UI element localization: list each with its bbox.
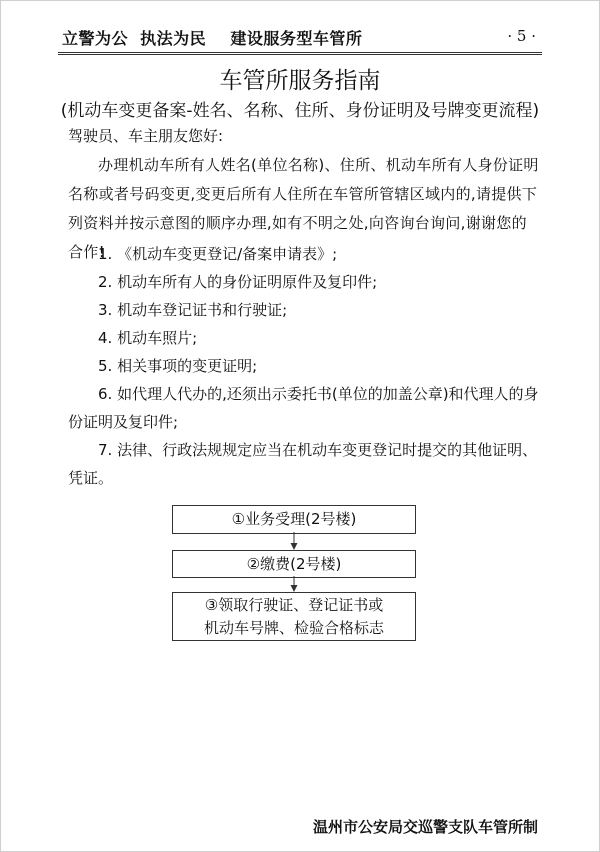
list-item: 1. 《机动车变更登记/备案申请表》; <box>98 245 338 263</box>
flow-step-1: ①业务受理(2号楼) <box>172 505 416 534</box>
page-subtitle: (机动车变更备案-姓名、名称、住所、身份证明及号牌变更流程) <box>60 101 540 121</box>
flow-step-3 <box>172 592 416 641</box>
list-item: 6. 如代理人代办的,还须出示委托书(单位的加盖公章)和代理人的身份证明及复印件; <box>68 385 539 431</box>
list-item: 2. 机动车所有人的身份证明原件及复印件; <box>98 273 378 291</box>
arrow-down-icon <box>289 532 299 550</box>
list-item: 5. 相关事项的变更证明; <box>98 357 258 375</box>
header-motto: 立警为公 执法为民 建设服务型车管所 <box>62 29 363 48</box>
flow-step-3-line-2: 机动车号牌、检验合格标志 <box>203 619 384 637</box>
page-number: · 5 · <box>507 27 536 45</box>
list-item: 3. 机动车登记证书和行驶证; <box>98 301 288 319</box>
intro-paragraph: 办理机动车所有人姓名(单位名称)、住所、机动车所有人身份证明名称或者号码变更,变更后所有人住所在车管所管辖区域内的,请提供下列资料并按示意图的顺序办理,如有不明之处,向咨询台询问,谢谢您的合作! <box>68 156 539 261</box>
flow-step-2: ②缴费(2号楼) <box>172 550 416 578</box>
list-item: 7. 法律、行政法规规定应当在机动车变更登记时提交的其他证明、凭证。 <box>68 441 538 487</box>
list-item: 4. 机动车照片; <box>98 329 198 347</box>
footer-issuer: 温州市公安局交巡警支队车管所制 <box>312 818 538 836</box>
arrow-down-icon <box>289 576 299 592</box>
materials-list <box>68 240 540 492</box>
greeting: 驾驶员、车主朋友您好: <box>68 127 224 145</box>
flow-step-3-line-1: ③领取行驶证、登记证书或 <box>204 596 384 614</box>
page-header <box>58 22 542 55</box>
page-title: 车管所服务指南 <box>219 68 381 94</box>
